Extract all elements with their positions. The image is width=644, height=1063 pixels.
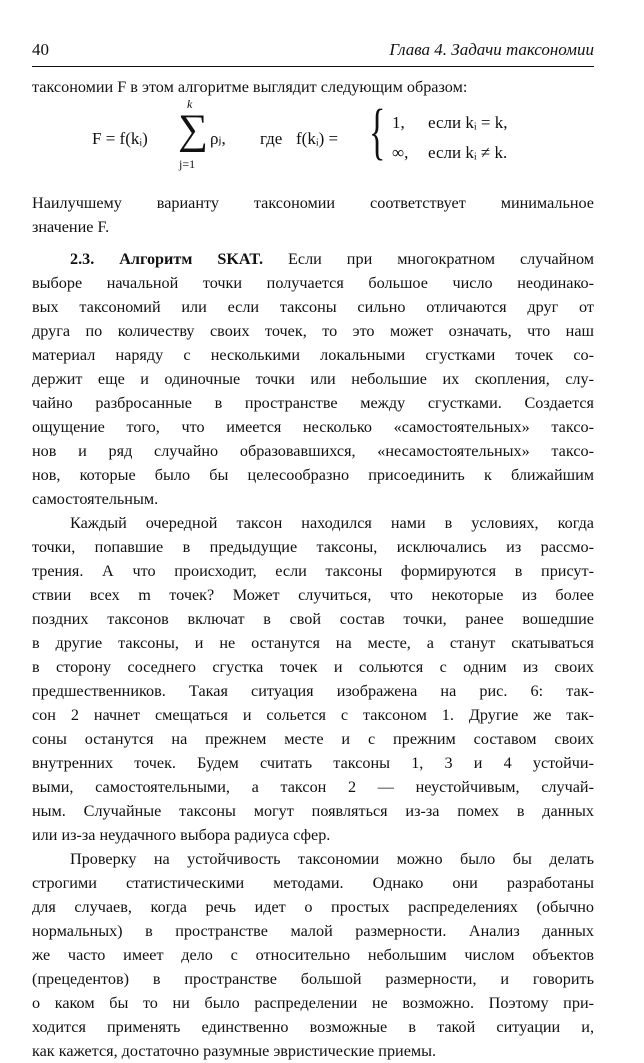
text-line: чайно разбросанные в пространстве между сгустками. Создается: [32, 394, 594, 412]
text-line: значение F.: [32, 218, 110, 236]
text-line: материал наряду с несколькими локальными сгустками точек со-: [32, 346, 594, 364]
text-line: или из-за неудачного выбора радиуса сфер.: [32, 826, 331, 844]
text-line: Каждый очередной таксон находился нами в условиях, когда: [70, 514, 594, 532]
page-number: 40: [32, 40, 49, 59]
text-line: строгими статистическими методами. Однако они разработаны: [32, 874, 594, 892]
paragraph-2: [32, 511, 594, 847]
text-line: выборе начальной точки получается большое число неодинако-: [32, 274, 594, 292]
text-line: нормальных) в пространстве малой размерности. Анализ данных: [32, 922, 594, 940]
case2-condition: если kᵢ ≠ k.: [428, 143, 508, 162]
text-line: для случаев, когда речь идет о простых распределениях (обычно: [32, 898, 594, 916]
text-line: ощущение того, что имеется несколько «самостоятельных» таксо-: [32, 418, 594, 436]
text-line: Наилучшему варианту таксономии соответствует минимальное: [32, 194, 594, 212]
text-line: трения. А что происходит, если таксоны формируются в присут-: [32, 562, 594, 580]
text-line: вых таксономий или если таксоны сильно отличаются друг от: [32, 298, 594, 316]
text-line: о каком бы то ни было распределении не возможно. Поэтому при-: [32, 994, 594, 1012]
text-line: друга по количеству своих точек, то это может означать, что наш: [32, 322, 594, 340]
text-line: внутренних точек. Будем считать таксоны 1, 3 и 4 устойчи-: [32, 754, 594, 772]
paragraph-3: [32, 847, 594, 1063]
text-line: соны останутся на прежнем месте и с прежним составом своих: [32, 730, 594, 748]
text-line: Проверку на устойчивость таксономии можно было бы делать: [70, 850, 594, 868]
text-line: как кажется, достаточно разумные эвристические приемы.: [32, 1042, 437, 1060]
text-line: точки, попавшие в предыдущие таксоны, исключались из рассмо-: [32, 538, 594, 556]
sum-symbol: ∑: [178, 107, 208, 153]
page: [32, 40, 594, 1063]
sum-upper-limit: k: [187, 97, 193, 111]
text-line: же часто имеет дело с относительно небольшим числом объектов: [32, 946, 594, 964]
text-line: ным. Случайные таксоны могут появляться из-за помех в данных: [32, 802, 594, 820]
text-line: ствии всех m точек? Может случиться, что некоторые из более: [32, 586, 594, 604]
formula-where: где: [260, 129, 283, 148]
formula-summand: ρⱼ,: [210, 129, 226, 148]
text-line: нов и ряд случайно образовавшихся, «несамостоятельных» таксо-: [32, 442, 594, 460]
intro-line: таксономии F в этом алгоритме выглядит следующим образом:: [32, 78, 468, 96]
formula-block: [32, 99, 594, 191]
section-first-line: [32, 247, 594, 271]
text-line: (прецедентов) в пространстве большой размерности, и говорить: [32, 970, 594, 988]
text-line: в другие таксоны, и не останутся на месте, а станут скатываться: [32, 634, 594, 652]
running-header: [32, 40, 594, 67]
section-heading: 2.3. Алгоритм SKAT.: [70, 250, 264, 268]
case1-value: 1,: [392, 113, 405, 132]
case2-value: ∞,: [392, 143, 409, 162]
text-line: выми, самостоятельными, а таксон 2 — неустойчивым, случай-: [32, 778, 594, 796]
text-line: поздних таксонов включат в свой состав точки, ранее вошедшие: [32, 610, 594, 628]
formula-lhs: F = f(kᵢ): [92, 129, 148, 148]
text-line: сон 2 начнет смещаться и сольется с таксоном 1. Другие же так-: [32, 706, 594, 724]
text-line: в сторону соседнего сгустка точек и сольются с одним из своих: [32, 658, 594, 676]
after-formula-paragraph: [32, 191, 594, 239]
formula-rhs: f(kᵢ) =: [296, 129, 339, 148]
text-line: предшественников. Такая ситуация изображена на рис. 6: так-: [32, 682, 594, 700]
formula-brace: {: [369, 98, 386, 166]
section-paragraph: [32, 247, 594, 511]
text-line: ходится применять единственно возможные в такой ситуации и,: [32, 1018, 594, 1036]
text-line: держит еще и одиночные точки или небольшие их скопления, слу-: [32, 370, 594, 388]
sum-lower-limit: j=1: [179, 157, 196, 171]
section-first-line-text: Если при многократном случайном: [288, 250, 595, 268]
running-title: Глава 4. Задачи таксономии: [389, 40, 594, 59]
text-line: самостоятельным.: [32, 490, 159, 508]
text-line: нов, которые было бы целесообразно присоединить к ближайшим: [32, 466, 594, 484]
case1-condition: если kᵢ = k,: [428, 113, 508, 132]
